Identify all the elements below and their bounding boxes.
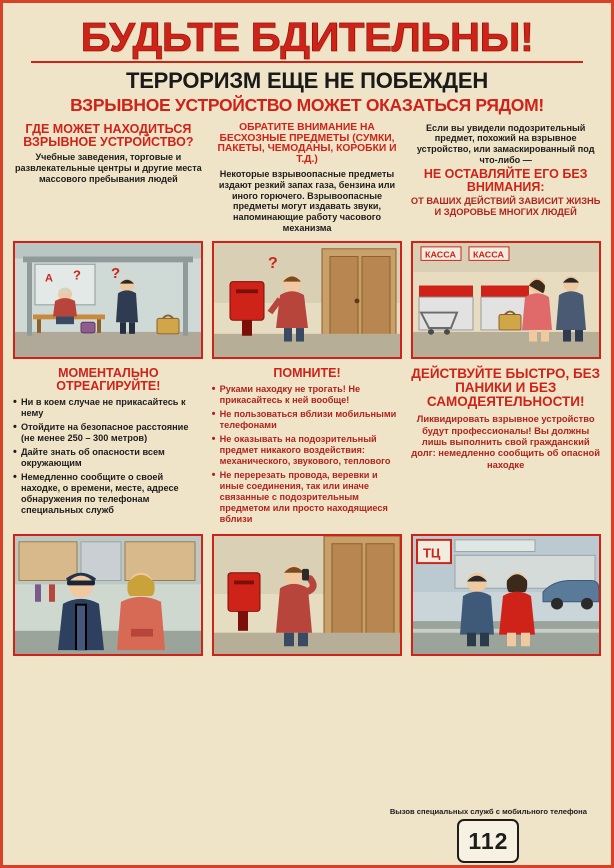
list-item: • Дайте знать об опасности всем окружающим bbox=[13, 447, 204, 469]
column-attention bbox=[212, 123, 403, 234]
svg-text:КАССА: КАССА bbox=[473, 249, 504, 260]
subtitle-warning: ВЗРЫВНОЕ УСТРОЙСТВО МОЖЕТ ОКАЗАТЬСЯ РЯДОМ! bbox=[70, 95, 544, 116]
supermarket-checkout-scene bbox=[411, 241, 601, 359]
subtitle: ТЕРРОРИЗМ ЕЩЕ НЕ ПОБЕЖДЕН bbox=[125, 68, 489, 94]
list-item: • Не пользоваться вблизи мобильными телефонами bbox=[212, 409, 403, 431]
svg-text:?: ? bbox=[268, 254, 278, 272]
column-donot-ignore-body-top: Если вы увидели подозрительный предмет, похожий на взрывное устройство, или замаскированный под что-либо — bbox=[416, 122, 595, 165]
column-where-heading: ГДЕ МОЖЕТ НАХОДИТЬСЯ ВЗРЫВНОЕ УСТРОЙСТВО? bbox=[23, 121, 194, 149]
svg-text:?: ? bbox=[73, 267, 81, 283]
page-title: БУДЬТЕ БДИТЕЛЬНЫ! bbox=[80, 14, 534, 60]
svg-text:ТЦ: ТЦ bbox=[423, 545, 441, 561]
emergency-number: 112 bbox=[457, 819, 519, 863]
column-remember-heading: ПОМНИТЕ! bbox=[273, 365, 341, 380]
column-attention-body: Некоторые взрывоопасные предметы издают резкий запах газа, бензина или иного горючего. Взрывоопасные предметы могут издавать звуки, напоминающие работу часового механизма bbox=[218, 169, 396, 233]
list-item: • Не перерезать провода, веревки и иные соединения, так или иначе связанные с подозрительным предметом или просто находящиеся вблизи bbox=[212, 470, 403, 525]
bus-stop-scene bbox=[13, 241, 203, 359]
svg-text:КАССА: КАССА bbox=[425, 249, 456, 260]
list-item: • Ни в коем случае не прикасайтесь к нему bbox=[13, 397, 204, 419]
info-columns bbox=[13, 123, 601, 234]
man-calling-phone-scene bbox=[212, 534, 402, 656]
column-act-fast bbox=[410, 367, 601, 470]
column-remember-list bbox=[212, 384, 403, 525]
man-with-mailbox-scene bbox=[212, 241, 402, 359]
emergency-call-block bbox=[390, 805, 587, 863]
police-officer-and-woman-scene bbox=[13, 534, 203, 656]
list-item: • Отойдите на безопасное расстояние (не менее 250 – 300 метров) bbox=[13, 422, 204, 444]
column-act-fast-heading: ДЕЙСТВУЙТЕ БЫСТРО, БЕЗ ПАНИКИ И БЕЗ САМОДЕЯТЕЛЬНОСТИ! bbox=[411, 365, 601, 410]
list-item: • Не оказывать на подозрительный предмет никакого воздействия: механического, звукового, теплового bbox=[212, 434, 403, 467]
illustration-row-2 bbox=[13, 534, 601, 656]
column-donot-ignore bbox=[410, 123, 601, 218]
title-divider bbox=[31, 61, 583, 63]
column-attention-heading: ОБРАТИТЕ ВНИМАНИЕ НА БЕСХОЗНЫЕ ПРЕДМЕТЫ (СУМКИ, ПАКЕТЫ, ЧЕМОДАНЫ, КОРОБКИ И Т.Д.) bbox=[217, 121, 397, 166]
svg-text:?: ? bbox=[111, 265, 121, 282]
street-shopping-center-scene bbox=[411, 534, 601, 656]
emergency-call-caption: Вызов специальных служб с мобильного телефона bbox=[389, 807, 587, 817]
illustration-row-1 bbox=[13, 241, 601, 359]
list-item: • Руками находку не трогать! Не прикасайтесь к ней вообще! bbox=[212, 384, 403, 406]
list-item: • Немедленно сообщите о своей находке, о времени, месте, адресе обнаружения по телефонам специальных служб bbox=[13, 472, 204, 516]
column-donot-ignore-heading: НЕ ОСТАВЛЯЙТЕ ЕГО БЕЗ ВНИМАНИЯ: bbox=[423, 166, 588, 194]
column-where-body: Учебные заведения, торговые и развлекательные центры и другие места массового пребывания людей bbox=[14, 152, 202, 184]
instruction-columns bbox=[13, 367, 601, 529]
column-act-fast-body: Ликвидировать взрывное устройство будут профессионалы! Вы должны лишь выполнить свой гражданский долг: немедленно сообщить об опасной находке bbox=[411, 413, 601, 470]
column-remember bbox=[212, 367, 403, 529]
column-react-list bbox=[13, 397, 204, 516]
column-react bbox=[13, 367, 204, 520]
svg-text:A: A bbox=[45, 272, 53, 285]
column-react-heading: МОМЕНТАЛЬНО ОТРЕАГИРУЙТЕ! bbox=[56, 365, 161, 393]
column-where bbox=[13, 123, 204, 185]
column-donot-ignore-body-bottom: ОТ ВАШИХ ДЕЙСТВИЙ ЗАВИСИТ ЖИЗНЬ И ЗДОРОВЬЕ МНОГИХ ЛЮДЕЙ bbox=[410, 196, 601, 217]
